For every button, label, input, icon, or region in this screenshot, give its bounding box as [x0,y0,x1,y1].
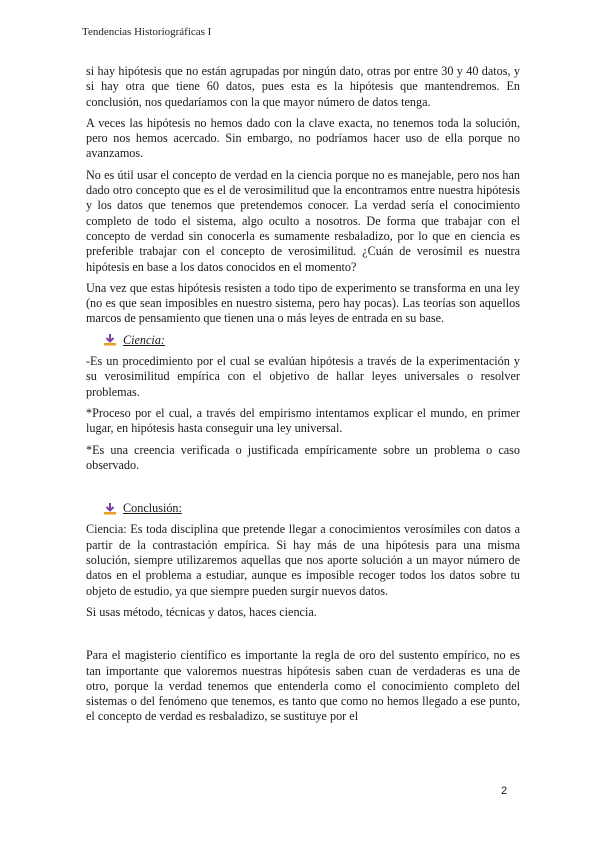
section-heading-conclusion [86,501,520,516]
bullet-arrow-icon [103,503,117,515]
page-header: Tendencias Historiográficas I [82,26,212,38]
paragraph-verisimilitude: No es útil usar el concepto de verdad en la ciencia porque no es manejable, pero nos han dado otro concepto que es el de verosimilitud que la encontramos entre nuestra hipótesis y los datos que tenemos que pretendemos conocer. La verdad sería el conocimiento completo de todo el sistema, algo oculto a nosotros. De forma que trabajar con el concepto de verdad sin conocerla es sumamente resbaladizo, por lo que en ciencia es preferible trabajar con el concepto de verosimilitud. ¿Cuán de verosímil es nuestra hipótesis en base a los datos conocidos en el momento? [86,167,520,274]
definition-item: *Proceso por el cual, a través del empirismo intentamos explicar el mundo, en primer lugar, en hipótesis hasta conseguir una ley universal. [86,405,520,436]
paragraph-approximation: A veces las hipótesis no hemos dado con la clave exacta, no tenemos toda la solución, pero nos hemos acercado. Sin embargo, no podríamos hacer uso de ella porque no avanzamos. [86,115,520,161]
definition-item: *Es una creencia verificada o justificada empíricamente sobre un problema o caso observado. [86,442,520,472]
closing-paragraph: Para el magisterio científico es importante la regla de oro del sustento empírico, no es tan importante que valoremos nuestras hipótesis saben cuan de verdaderas es una de otro, porque la verdad tenemos que entenderla como el conocimiento completo del sistemas o del fenómeno que tenemos, es tanto que como no hemos llegado a ese punto, el concepto de verdad es resbaladizo, se sustituye por el [86,648,520,724]
section-heading-label: Conclusión: [123,501,182,516]
conclusion-item: Ciencia: Es toda disciplina que pretende llegar a conocimientos verosímiles con datos a partir de la contrastación empírica. Si hay más de una hipótesis para una misma solución, siempre utilizaremos aquellas que nos aporte solución a un mayor número de datos en el problema a estudiar, aunque es imposible recoger todos los datos sobre tu objeto de estudio, ya que siempre pueden surgir nuevos datos. [86,522,520,598]
section-heading-label: Ciencia: [123,332,165,347]
definition-item: -Es un procedimiento por el cual se evalúan hipótesis a través de la experimentación y su verosimilitud empírica con el objetivo de hallar leyes universales o resolver problemas. [86,354,520,399]
conclusion-item: Si usas método, técnicas y datos, haces ciencia. [86,604,317,619]
paragraph-law-theory: Una vez que estas hipótesis resisten a todo tipo de experimento se transforma en una ley (no es que sean imposibles en nuestro sistema, pero hay pocas). Las teorías son aquellos marcos de pensamiento que tienen una o más leyes de entrada en su base. [86,280,520,326]
paragraph-hypothesis-data: si hay hipótesis que no están agrupadas por ningún dato, otras por entre 30 y 40 datos, y si hay otra que tiene 60 datos, pues esta es la hipótesis que mantendremos. En conclusión, nos quedaríamos con la que mayor número de datos tenga. [86,64,520,109]
section-heading-ciencia [86,333,520,348]
bullet-arrow-icon [103,334,117,346]
document-body [86,64,520,731]
spacer [86,626,520,648]
spacer [86,479,520,501]
page-number: 2 [501,785,508,797]
